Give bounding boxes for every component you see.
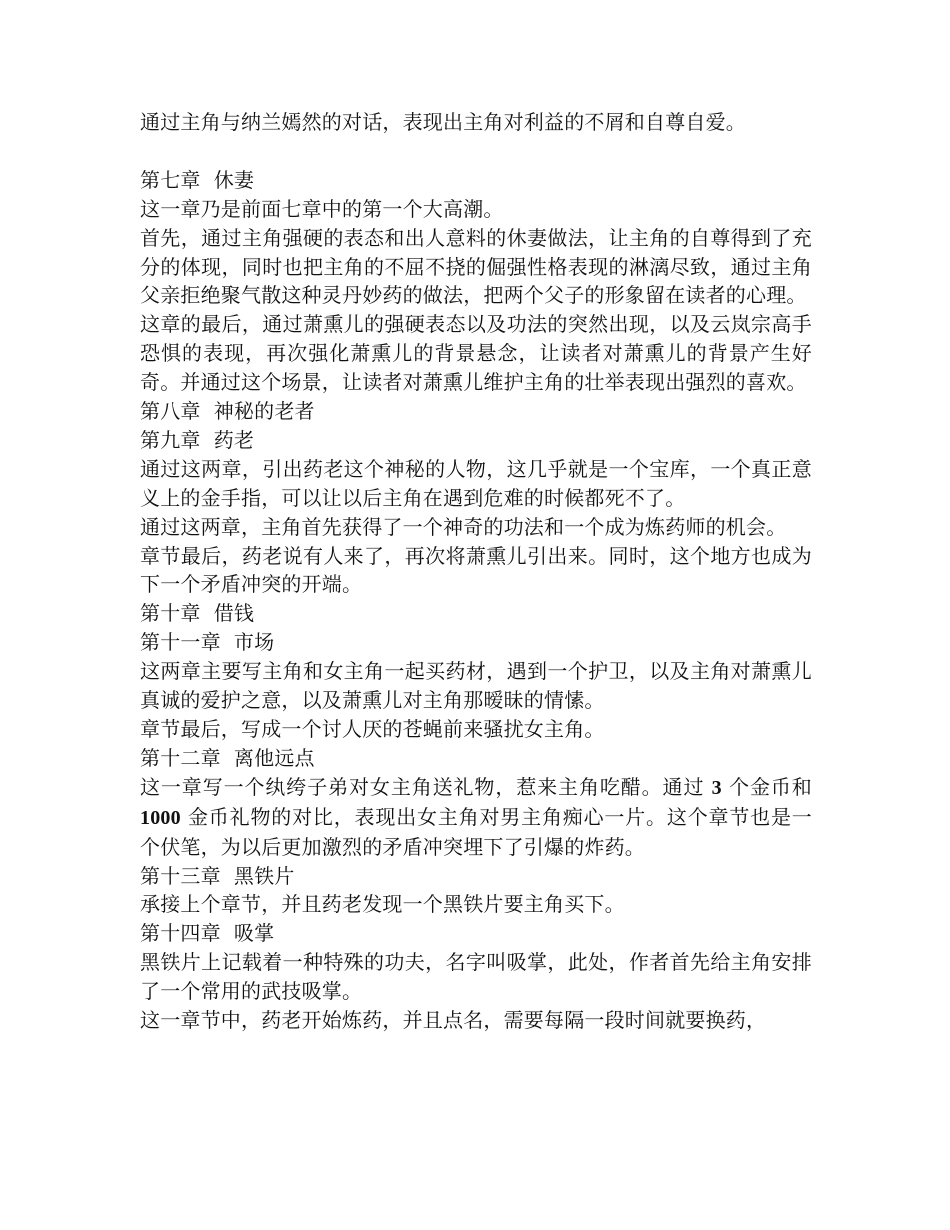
body-paragraph: 通过这两章，主角首先获得了一个神奇的功法和一个成为炼药师的机会。 [140, 514, 787, 539]
chapter-heading: 第七章 休妻 [140, 167, 255, 192]
chapter-heading: 第十一章 市场 [140, 630, 275, 655]
text-run: 金币礼物的对比，表现出女主角对男主角痴心一片。这个章节也是一个伏笔，为以后更加激烈的矛盾冲突埋下了引爆的炸药。 [140, 804, 812, 859]
document-body [140, 108, 812, 1035]
chapter-heading: 第九章 药老 [140, 427, 255, 452]
inline-number: 3 [711, 776, 722, 799]
body-paragraph: 这章的最后，通过萧熏儿的强硬表态以及功法的突然出现，以及云岚宗高手恐惧的表现，再次强化萧熏儿的背景悬念，让读者对萧熏儿的背景产生好奇。并通过这个场景，让读者对萧熏儿维护主角的壮举表现出强烈的喜欢。 [140, 312, 812, 395]
chapter-heading: 第十三章 黑铁片 [140, 863, 295, 888]
chapter-heading: 第十二章 离他远点 [140, 745, 315, 770]
inline-number: 1000 [140, 806, 181, 829]
text-run: 这一章写一个纨绔子弟对女主角送礼物，惹来主角吃醋。通过 [140, 774, 712, 799]
body-paragraph: 承接上个章节，并且药老发现一个黑铁片要主角买下。 [140, 892, 625, 917]
body-paragraph: 黑铁片上记载着一种特殊的功夫，名字叫吸掌，此处，作者首先给主角安排了一个常用的武技吸掌。 [140, 950, 812, 1004]
body-paragraph: 章节最后，写成一个讨人厌的苍蝇前来骚扰女主角。 [140, 717, 605, 742]
paragraph-gap [140, 137, 812, 166]
body-paragraph: 这一章乃是前面七章中的第一个大高潮。 [140, 196, 504, 221]
body-paragraph: 这一章节中，药老开始炼药，并且点名，需要每隔一段时间就要换药， [140, 1008, 767, 1033]
body-paragraph [140, 773, 812, 862]
body-paragraph: 通过这两章，引出药老这个神秘的人物，这几乎就是一个宝库，一个真正意义上的金手指，可以让以后主角在遇到危难的时候都死不了。 [140, 456, 812, 510]
chapter-heading: 第八章 神秘的老者 [140, 399, 315, 424]
chapter-heading: 第十章 借钱 [140, 601, 255, 626]
chapter-heading: 第十四章 吸掌 [140, 921, 275, 946]
body-paragraph: 章节最后，药老说有人来了，再次将萧熏儿引出来。同时，这个地方也成为下一个矛盾冲突的开端。 [140, 543, 812, 597]
text-run: 个金币和 [721, 774, 812, 799]
body-paragraph: 首先，通过主角强硬的表态和出人意料的休妻做法，让主角的自尊得到了充分的体现，同时也把主角的不屈不挠的倔强性格表现的淋漓尽致，通过主角父亲拒绝聚气散这种灵丹妙药的做法，把两个父子的形象留在读者的心理。 [140, 225, 812, 308]
body-paragraph: 通过主角与纳兰嫣然的对话，表现出主角对利益的不屑和自尊自爱。 [140, 110, 746, 134]
body-paragraph: 这两章主要写主角和女主角一起买药材，遇到一个护卫，以及主角对萧熏儿真诚的爱护之意，以及萧熏儿对主角那暧昧的情愫。 [140, 659, 812, 713]
